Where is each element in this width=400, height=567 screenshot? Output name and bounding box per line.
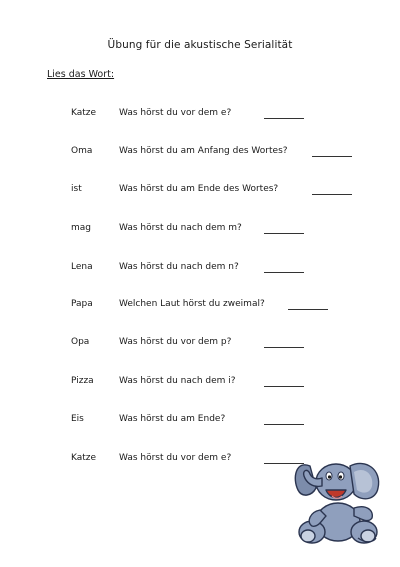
- exercise-question: Was hörst du nach dem m?: [119, 223, 242, 233]
- exercise-question: Was hörst du nach dem i?: [119, 376, 236, 386]
- exercise-row: [0, 299, 400, 313]
- answer-blank[interactable]: [264, 337, 304, 348]
- answer-blank[interactable]: [288, 299, 328, 310]
- exercise-word: Katze: [71, 108, 97, 118]
- exercise-question: Was hörst du vor dem e?: [119, 108, 232, 118]
- exercise-question: Was hörst du nach dem n?: [119, 262, 239, 272]
- answer-blank[interactable]: [312, 184, 352, 195]
- instruction-label: Lies das Wort:: [47, 69, 115, 80]
- answer-blank[interactable]: [312, 146, 352, 157]
- exercise-row: [0, 223, 400, 237]
- exercise-word: Pizza: [71, 376, 94, 386]
- exercise-row: [0, 337, 400, 351]
- exercise-question: Was hörst du am Ende?: [119, 414, 226, 424]
- exercise-word: Eis: [71, 414, 84, 424]
- exercise-row: [0, 414, 400, 428]
- exercise-question: Was hörst du am Ende des Wortes?: [119, 184, 279, 194]
- answer-blank[interactable]: [264, 414, 304, 425]
- exercise-word: Lena: [71, 262, 93, 272]
- exercise-row: [0, 146, 400, 160]
- exercise-row: [0, 108, 400, 122]
- exercise-question: Was hörst du vor dem e?: [119, 453, 232, 463]
- exercise-question: Was hörst du am Anfang des Wortes?: [119, 146, 288, 156]
- answer-blank[interactable]: [264, 262, 304, 273]
- exercise-word: mag: [71, 223, 91, 233]
- exercise-word: Opa: [71, 337, 90, 347]
- exercise-word: Papa: [71, 299, 93, 309]
- exercise-question: Was hörst du vor dem p?: [119, 337, 232, 347]
- exercise-row: [0, 376, 400, 390]
- exercise-word: Oma: [71, 146, 93, 156]
- exercise-word: Katze: [71, 453, 97, 463]
- exercise-row: [0, 184, 400, 198]
- answer-blank[interactable]: [264, 376, 304, 387]
- elephant-icon: [292, 452, 384, 548]
- exercise-word: ist: [71, 184, 82, 194]
- exercise-row: [0, 262, 400, 276]
- worksheet-title: Übung für die akustische Serialität: [107, 39, 293, 51]
- exercise-question: Welchen Laut hörst du zweimal?: [119, 299, 265, 309]
- answer-blank[interactable]: [264, 108, 304, 119]
- answer-blank[interactable]: [264, 223, 304, 234]
